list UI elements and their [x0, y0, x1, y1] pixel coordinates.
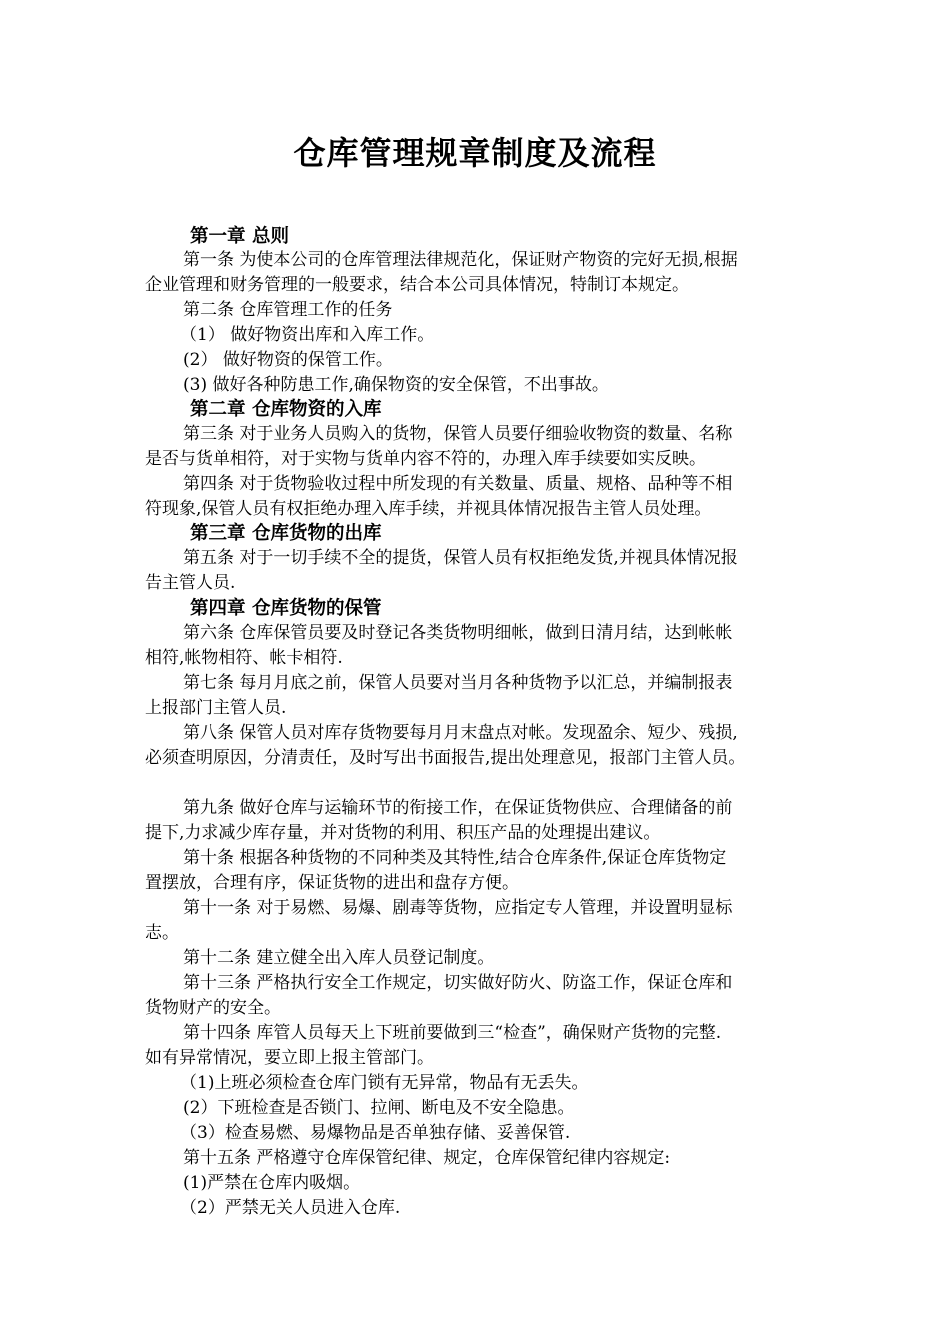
article-text: 第六条 仓库保管员要及时登记各类货物明细帐，做到日清月结，达到帐帐 — [183, 623, 733, 643]
list-item: (2） 做好物资的保管工作。 — [183, 350, 393, 370]
article-text: 置摆放，合理有序，保证货物的进出和盘存方便。 — [145, 873, 519, 893]
article-text: 符现象,保管人员有权拒绝办理入库手续，并视具体情况报告主管人员处理。 — [145, 499, 712, 519]
article-text: 第四条 对于货物验收过程中所发现的有关数量、质量、规格、品种等不相 — [183, 474, 733, 494]
chapter-heading: 第一章 总则 — [190, 226, 289, 247]
article-text: 必须查明原因，分清责任，及时写出书面报告,提出处理意见，报部门主管人员。 — [145, 748, 746, 768]
article-text: 提下,力求减少库存量，并对货物的利用、积压产品的处理提出建议。 — [145, 823, 661, 843]
chapter-heading: 第四章 仓库货物的保管 — [190, 598, 382, 619]
article-text: 告主管人员. — [145, 573, 236, 593]
article-text: 第十四条 库管人员每天上下班前要做到三“检查”，确保财产货物的完整. — [183, 1023, 722, 1043]
article-text: 第十五条 严格遵守仓库保管纪律、规定，仓库保管纪律内容规定: — [183, 1148, 671, 1168]
list-item: (2）下班检查是否锁门、拉闸、断电及不安全隐患。 — [183, 1098, 575, 1118]
chapter-heading: 第三章 仓库货物的出库 — [190, 523, 382, 544]
list-item: （3）检查易燃、易爆物品是否单独存储、妥善保管. — [180, 1123, 571, 1143]
article-text: 上报部门主管人员. — [145, 698, 287, 718]
list-item: (1)严禁在仓库内吸烟。 — [183, 1173, 361, 1193]
article-text: 如有异常情况，要立即上报主管部门。 — [145, 1048, 434, 1068]
article-text: 第十条 根据各种货物的不同种类及其特性,结合仓库条件,保证仓库货物定 — [183, 848, 727, 868]
list-item: （1)上班必须检查仓库门锁有无异常，物品有无丢失。 — [180, 1073, 589, 1093]
article-text: 第十二条 建立健全出入库人员登记制度。 — [183, 948, 495, 968]
article-text: 第十三条 严格执行安全工作规定，切实做好防火、防盗工作，保证仓库和 — [183, 973, 733, 993]
document-title: 仓库管理规章制度及流程 — [293, 134, 657, 172]
article-text: 货物财产的安全。 — [145, 998, 281, 1018]
article-text: 第八条 保管人员对库存货物要每月月末盘点对帐。发现盈余、短少、残损, — [183, 723, 738, 743]
article-text: 第五条 对于一切手续不全的提货，保管人员有权拒绝发货,并视具体情况报 — [183, 548, 738, 568]
article-text: 企业管理和财务管理的一般要求，结合本公司具体情况，特制订本规定。 — [145, 275, 689, 295]
article-text: 第二条 仓库管理工作的任务 — [183, 300, 393, 320]
article-text: 相符,帐物相符、帐卡相符. — [145, 648, 343, 668]
chapter-heading: 第二章 仓库物资的入库 — [190, 399, 382, 420]
article-text: 是否与货单相符，对于实物与货单内容不符的，办理入库手续要如实反映。 — [145, 449, 706, 469]
article-text: 第一条 为使本公司的仓库管理法律规范化，保证财产物资的完好无损,根据 — [183, 250, 738, 270]
article-text: 第三条 对于业务人员购入的货物，保管人员要仔细验收物资的数量、名称 — [183, 424, 733, 444]
list-item: （2）严禁无关人员进入仓库. — [180, 1198, 401, 1218]
list-item: （1） 做好物资出库和入库工作。 — [180, 325, 435, 345]
article-text: 志。 — [145, 923, 179, 943]
article-text: 第九条 做好仓库与运输环节的衔接工作，在保证货物供应、合理储备的前 — [183, 798, 733, 818]
article-text: 第十一条 对于易燃、易爆、剧毒等货物，应指定专人管理，并设置明显标 — [183, 898, 733, 918]
article-text: 第七条 每月月底之前，保管人员要对当月各种货物予以汇总，并编制报表 — [183, 673, 733, 693]
list-item: (3) 做好各种防患工作,确保物资的安全保管，不出事故。 — [183, 375, 609, 395]
